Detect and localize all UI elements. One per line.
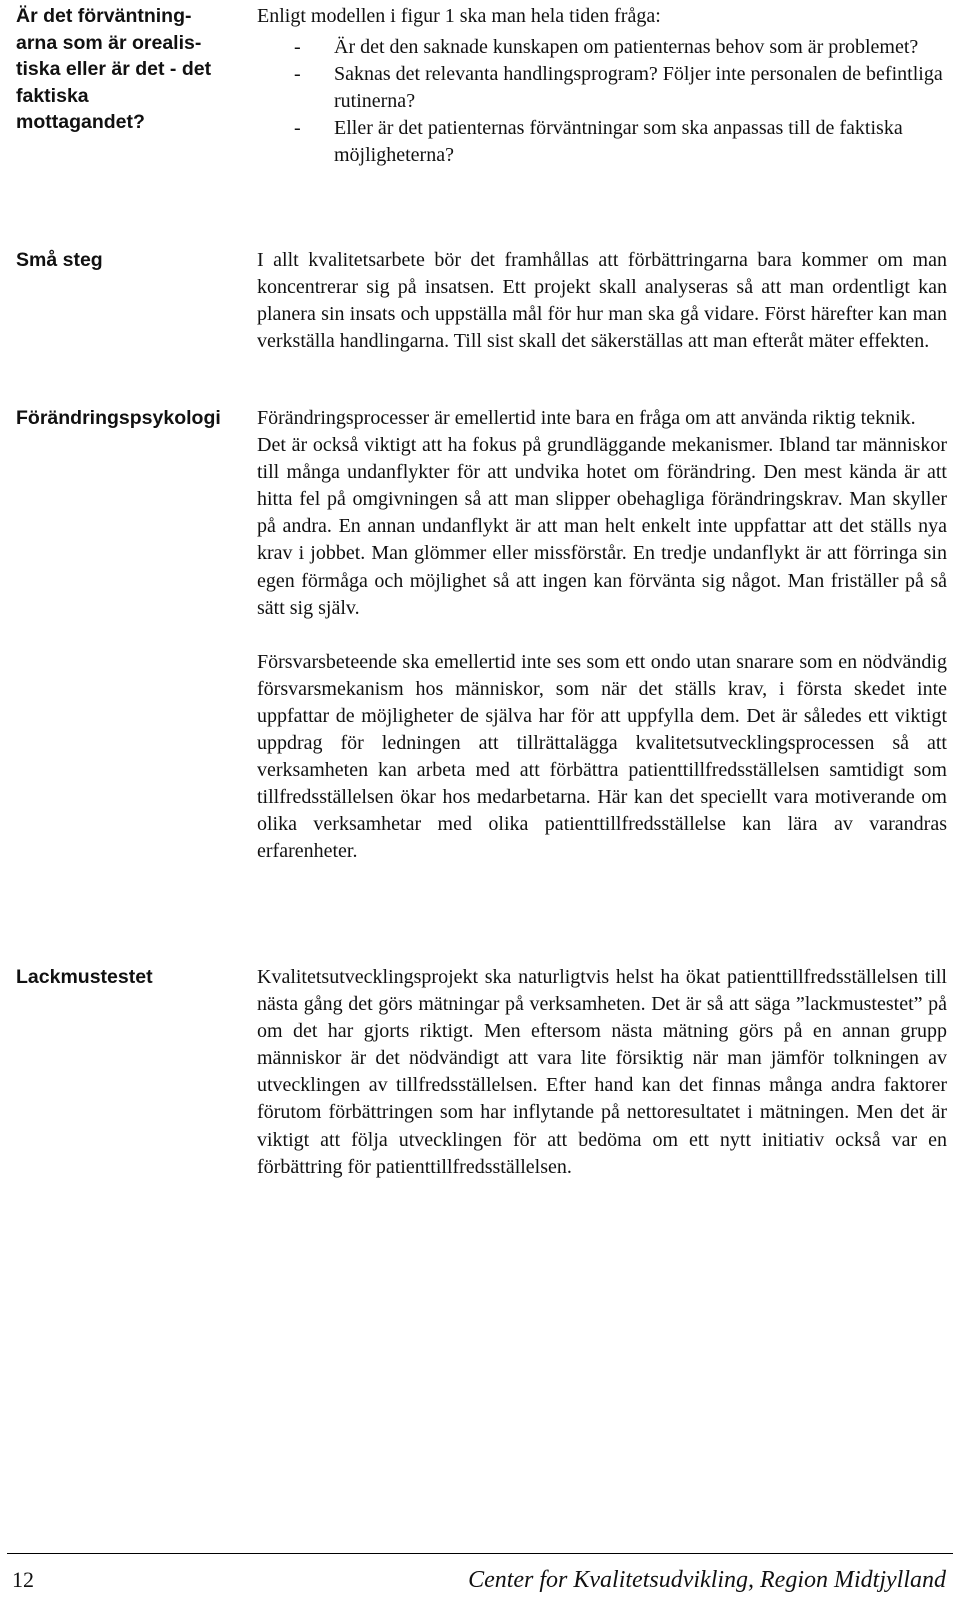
bullet-dash: - — [294, 117, 301, 140]
list-item — [257, 61, 947, 115]
section-heading-expectations — [16, 3, 236, 136]
section-body-change-psychology — [257, 405, 947, 866]
paragraph: Det är också viktigt att ha fokus på grundläggande mekanismer. Ibland tar människor till många undanflykter för att undvika hotet om förändring. Den mest kända är att hitta fel på omgivningen så att man slipper obehagliga förändringskrav. Man skyller på andra. En annan undanflykt är att man helt enkelt inte uppfattar att det ställs nya krav i jobbet. Man glömmer eller missförstår. En tredje undanflykt är att förringa sin egen förmåga och möjlighet så att ingen kan förvänta sig något. Man friställer på så sätt sig själv. — [257, 434, 947, 619]
list-item-text: Är det den saknade kunskapen om patienternas behov som är problemet? — [334, 36, 919, 59]
heading-line: tiska eller är det - det — [16, 58, 212, 81]
list-item — [257, 115, 947, 169]
footer-organization: Center for Kvalitetsudvikling, Region Midtjylland — [468, 1567, 946, 1593]
heading-line: Är det förväntning- — [16, 5, 192, 27]
intro-paragraph: Enligt modellen i figur 1 ska man hela tiden fråga: — [257, 5, 661, 27]
paragraph: I allt kvalitetsarbete bör det framhållas att förbättringarna bara kommer om man koncentrerar sig på insatsen. Ett projekt skall analyseras så att man ordentligt kan planera sin insats och uppställa mål för hur man ska gå vidare. Först härefter kan man verkställa handlingarna. Till sist skall det säkerställas att man efteråt mäter effekten. — [257, 249, 947, 353]
section-heading-change-psychology: Förändringspsykologi — [16, 407, 221, 429]
footer-divider — [7, 1553, 953, 1554]
heading-line: faktiska — [16, 84, 89, 107]
section-body-expectations — [257, 3, 947, 170]
heading-line: mottagandet? — [16, 111, 145, 134]
section-heading-small-steps: Små steg — [16, 249, 103, 271]
section-body-small-steps — [257, 247, 947, 355]
list-item — [257, 34, 947, 61]
section-heading-litmus-test: Lackmustestet — [16, 966, 153, 988]
page-number: 12 — [12, 1567, 34, 1592]
section-body-litmus-test — [257, 964, 947, 1181]
list-item-text: Saknas det relevanta handlingsprogram? Följer inte personalen de befintliga rutinerna? — [334, 63, 943, 113]
list-item-text: Eller är det patienternas förväntningar som ska anpassas till de faktiska möjligheterna? — [334, 117, 903, 167]
bullet-dash: - — [294, 63, 301, 86]
bullet-dash: - — [294, 36, 301, 59]
paragraph: Förändringsprocesser är emellertid inte bara en fråga om att använda riktig teknik. — [257, 407, 916, 429]
paragraph: Försvarsbeteende ska emellertid inte ses som ett ondo utan snarare som en nödvändig försvarsmekanism hos människor, som när det ställs krav, i första skedet inte uppfattar de möjligheter de själva har för att uppfylla dem. Det är således ett viktigt uppdrag för ledningen att tillrättalägga kvalitetsutvecklingsprocessen så att verksamheten kan arbeta med att förbättra patienttillfredsställelsen samtidigt som tillfredsställelsen ökar hos medarbetarna. Här kan det speciellt vara motiverande om olika verksamhetar med olika patienttillfredsställelse kan lära av varandras erfarenheter. — [257, 650, 947, 863]
question-list — [257, 34, 947, 169]
paragraph: Kvalitetsutvecklingsprojekt ska naturligtvis helst ha ökat patienttillfredsställelsen till nästa gång det görs mätningar på verksamheten. Det är så att säga ”lackmustestet” på om det har gjorts riktigt. Men eftersom nästa mätning görs på en annan grupp människor är det nödvändigt att vara lite försiktig när man jämför tolkningen av utvecklingen av tillfredsställelsen. Efter hand kan det finnas många andra faktorer förutom förbättringen som har inflytande på nettoresultatet i mätningen. Men det är viktigt att följa utvecklingen för att bedöma om ett nytt initiativ också var en förbättring för patienttillfredsställelsen. — [257, 966, 947, 1178]
heading-line: arna som är orealis- — [16, 31, 202, 54]
